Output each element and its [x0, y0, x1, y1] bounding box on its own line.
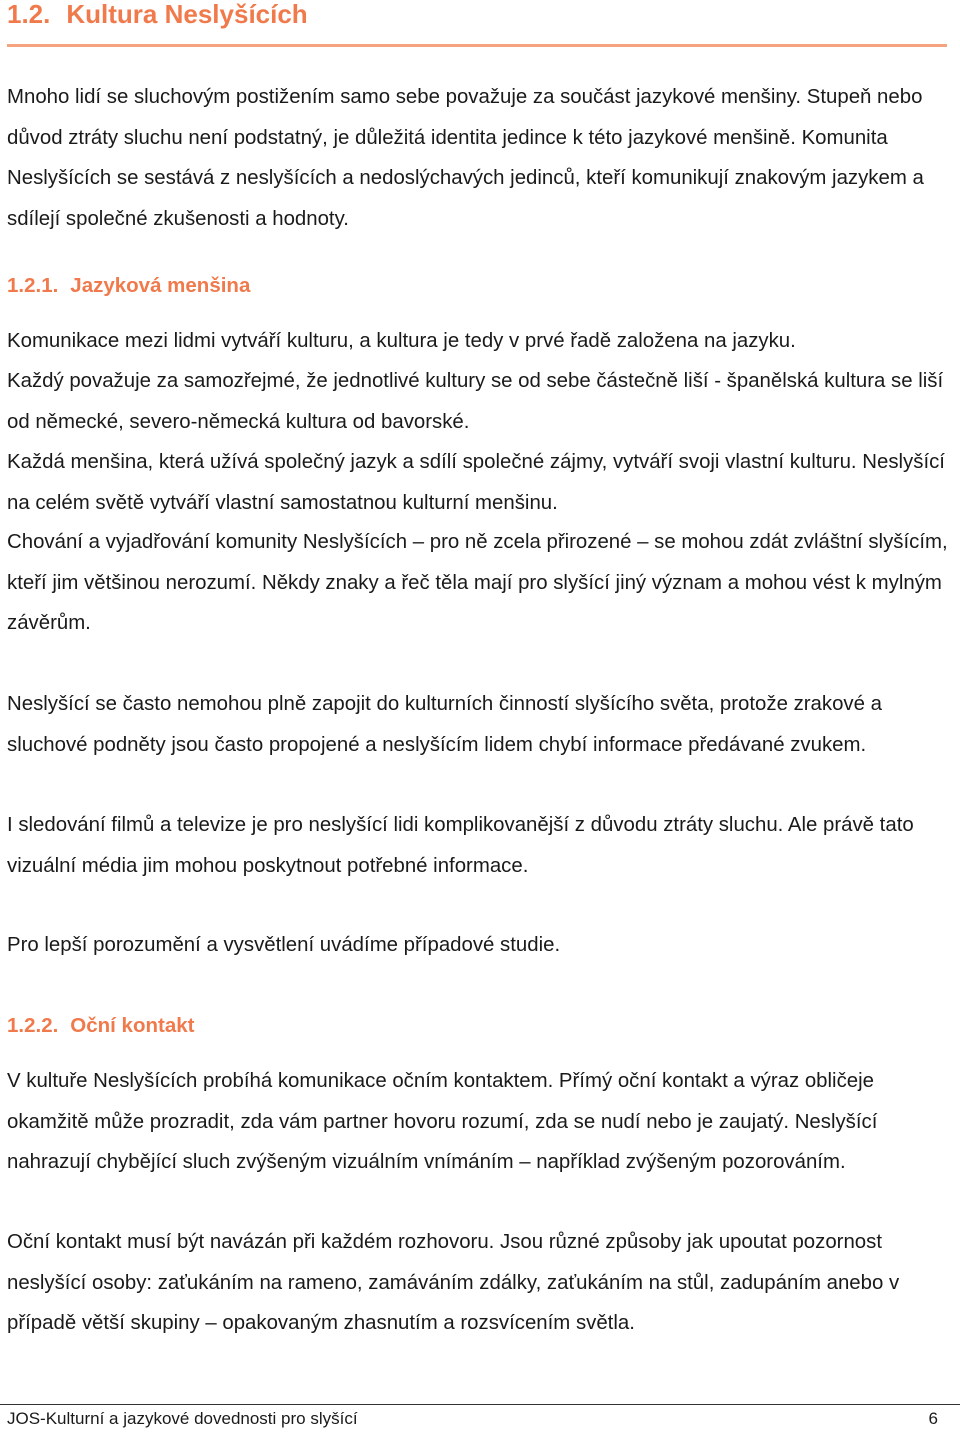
paragraph-behaviour: Chování a vyjadřování komunity Neslyšících – pro ně zcela přirozené – se mohou zdát zvláštní slyšícím, kteří jim většinou nerozumí. Někdy znaky a řeč těla mají pro slyšící jiný význam a mohou vést k mylným závěrům. [7, 531, 948, 634]
paragraph-case-studies: Pro lepší porozumění a vysvětlení uvádíme případové studie. [7, 934, 561, 956]
paragraph-cultures-differ: Každý považuje za samozřejmé, že jednotlivé kultury se od sebe částečně liší - španělská kultura se liší od německé, severo-německá kultura od bavorské. [7, 370, 944, 433]
paragraph-minority-culture: Každá menšina, která užívá společný jazyk a sdílí společné zájmy, vytváří svoji vlastní kulturu. Neslyšící na celém světě vytváří vlastní samostatnou kulturní menšinu. [7, 451, 945, 514]
subsection-title: Oční kontakt [70, 1014, 195, 1037]
section-number: 1.2. [7, 0, 51, 29]
heading-underline [7, 44, 947, 47]
footer-title: JOS-Kulturní a jazykové dovednosti pro slyšící [7, 1409, 358, 1428]
subsection-heading-language-minority [7, 273, 250, 299]
paragraph-communication: Komunikace mezi lidmi vytváří kulturu, a kultura je tedy v prvé řadě založena na jazyku. [7, 330, 796, 352]
paragraph-cultural-activities: Neslyšící se často nemohou plně zapojit do kulturních činností slyšícího světa, protože zrakové a sluchové podněty jsou často propojené a neslyšícím lidem chybí informace předávané zvukem. [7, 693, 882, 756]
paragraph-films-tv: I sledování filmů a televize je pro neslyšící lidi komplikovanější z důvodu ztráty sluchu. Ale právě tato vizuální média jim mohou poskytnout potřebné informace. [7, 814, 914, 877]
paragraph-attention-methods: Oční kontakt musí být navázán při každém rozhovoru. Jsou různé způsoby jak upoutat pozornost neslyšící osoby: zaťukáním na rameno, zamáváním zdálky, zaťukáním na stůl, zadupáním anebo v případě větší skupiny – opakovaným zhasnutím a rozsvícením světla. [7, 1231, 900, 1334]
subsection-title: Jazyková menšina [70, 274, 251, 297]
paragraph-eye-contact-communication: V kultuře Neslyšících probíhá komunikace očním kontaktem. Přímý oční kontakt a výraz obličeje okamžitě může prozradit, zda vám partner hovoru rozumí, zda se nudí nebo je zaujatý. Neslyšící nahrazují chybějící sluch zvýšeným vizuálním vnímáním – například zvýšeným pozorováním. [7, 1070, 878, 1173]
footer-divider [0, 1404, 960, 1405]
page-number: 6 [928, 1409, 938, 1428]
subsection-number: 1.2.2. [7, 1014, 59, 1037]
subsection-heading-eye-contact [7, 1013, 194, 1039]
subsection-number: 1.2.1. [7, 274, 59, 297]
intro-paragraph: Mnoho lidí se sluchovým postižením samo sebe považuje za součást jazykové menšiny. Stupeň nebo důvod ztráty sluchu není podstatný, je důležitá identita jedince k této jazykové menšině. Komunita Neslyšících se sestává z neslyšících a nedoslýchavých jedinců, kteří komunikují znakovým jazykem a sdílejí společné zkušenosti a hodnoty. [7, 86, 924, 230]
section-heading [7, 0, 308, 31]
section-title: Kultura Neslyšících [66, 0, 308, 29]
